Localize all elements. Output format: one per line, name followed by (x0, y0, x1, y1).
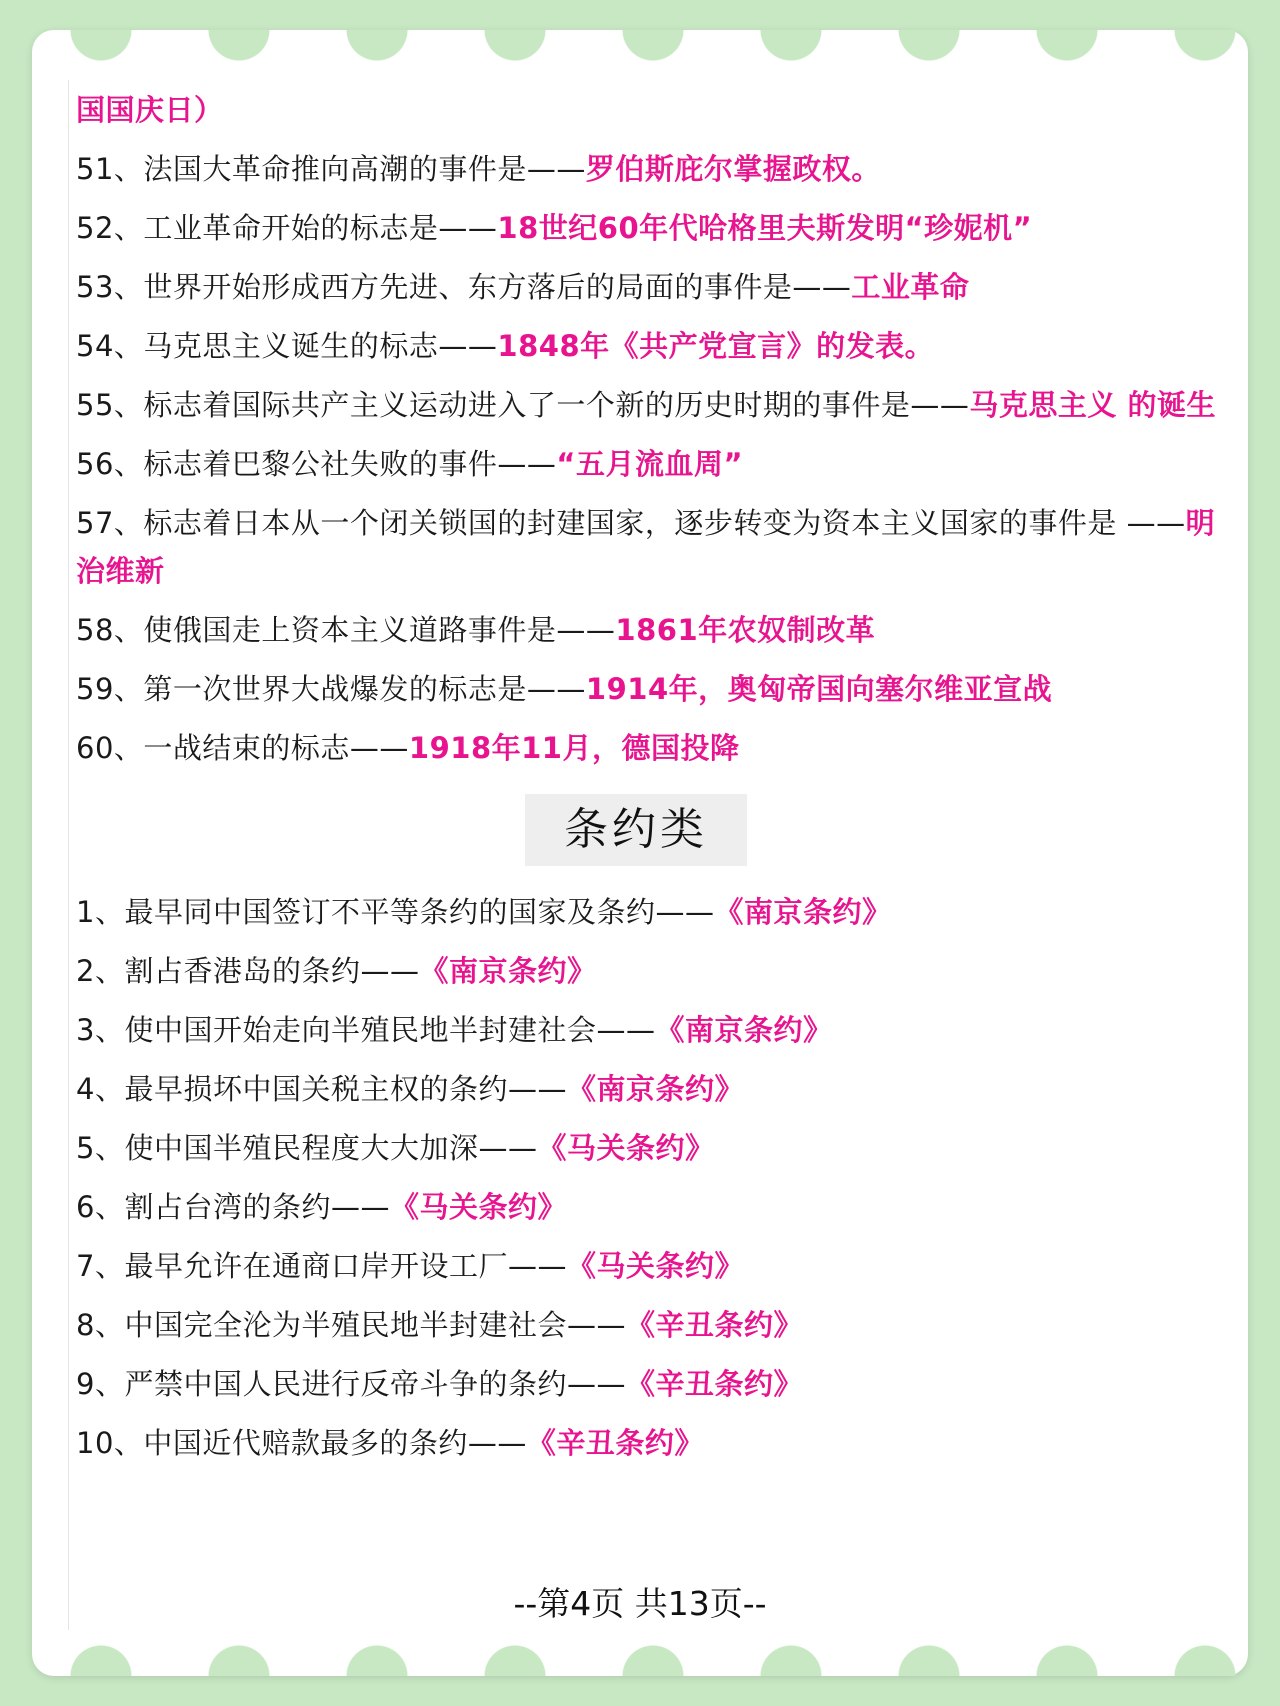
answer: 明治维新 (76, 506, 1216, 588)
section-title: 条约类 (525, 794, 747, 866)
list-item: 57、标志着日本从一个闭关锁国的封建国家，逐步转变为资本主义国家的事件是 ——明治维新 (76, 506, 1216, 588)
list-item: 60、一战结束的标志——1918年11月，德国投降 (76, 731, 740, 765)
answer: 《辛丑条约》 (625, 1308, 803, 1342)
list-item: 58、使俄国走上资本主义道路事件是——1861年农奴制改革 (76, 613, 876, 647)
document-body (76, 86, 1226, 1478)
answer: 《南京条约》 (655, 1013, 833, 1047)
answer: 1914年，奥匈帝国向塞尔维亚宣战 (585, 672, 1053, 706)
list-item: 53、世界开始形成西方先进、东方落后的局面的事件是——工业革命 (76, 270, 970, 304)
list-item: 10、中国近代赔款最多的条约——《辛丑条约》 (76, 1426, 704, 1460)
answer: 1848年《共产党宣言》的发表。 (497, 329, 935, 363)
list-item: 56、标志着巴黎公社失败的事件——“五月流血周” (76, 447, 744, 481)
list-item: 3、使中国开始走向半殖民地半封建社会——《南京条约》 (76, 1013, 833, 1047)
events-list (76, 86, 1226, 772)
treaties-list (76, 888, 1226, 1467)
answer: 1918年11月，德国投降 (408, 731, 740, 765)
answer: 《南京条约》 (419, 954, 597, 988)
answer: 1861年农奴制改革 (615, 613, 876, 647)
list-item: 51、法国大革命推向高潮的事件是——罗伯斯庇尔掌握政权。 (76, 152, 881, 186)
answer: 《南京条约》 (566, 1072, 744, 1106)
list-item: 4、最早损坏中国关税主权的条约——《南京条约》 (76, 1072, 744, 1106)
answer: “五月流血周” (556, 447, 744, 481)
answer: 马克思主义 的诞生 (969, 388, 1217, 422)
list-item: 59、第一次世界大战爆发的标志是——1914年，奥匈帝国向塞尔维亚宣战 (76, 672, 1053, 706)
answer: 《马关条约》 (389, 1190, 567, 1224)
list-item: 8、中国完全沦为半殖民地半封建社会——《辛丑条约》 (76, 1308, 803, 1342)
list-item: 9、严禁中国人民进行反帝斗争的条约——《辛丑条约》 (76, 1367, 803, 1401)
answer: 18世纪60年代哈格里夫斯发明“珍妮机” (497, 211, 1033, 245)
answer: 罗伯斯庇尔掌握政权。 (585, 152, 881, 186)
bottom-scallop-border (32, 1640, 1248, 1676)
answer: 国国庆日） (76, 93, 224, 127)
list-item: 1、最早同中国签订不平等条约的国家及条约——《南京条约》 (76, 895, 892, 929)
page-number-footer: --第4页 共13页-- (513, 1584, 767, 1623)
list-item: 55、标志着国际共产主义运动进入了一个新的历史时期的事件是——马克思主义 的诞生 (76, 388, 1217, 422)
answer: 《南京条约》 (714, 895, 892, 929)
list-item: 5、使中国半殖民程度大大加深——《马关条约》 (76, 1131, 715, 1165)
answer: 《辛丑条约》 (625, 1367, 803, 1401)
margin-line (68, 80, 69, 1630)
answer: 《辛丑条约》 (526, 1426, 704, 1460)
list-item: 6、割占台湾的条约——《马关条约》 (76, 1190, 567, 1224)
list-item: 52、工业革命开始的标志是——18世纪60年代哈格里夫斯发明“珍妮机” (76, 211, 1033, 245)
top-scallop-border (32, 30, 1248, 66)
list-item: 54、马克思主义诞生的标志——1848年《共产党宣言》的发表。 (76, 329, 935, 363)
answer: 工业革命 (851, 270, 970, 304)
answer: 《马关条约》 (566, 1249, 744, 1283)
list-item (76, 86, 1226, 134)
list-item: 7、最早允许在通商口岸开设工厂——《马关条约》 (76, 1249, 744, 1283)
list-item: 2、割占香港岛的条约——《南京条约》 (76, 954, 597, 988)
answer: 《马关条约》 (537, 1131, 715, 1165)
